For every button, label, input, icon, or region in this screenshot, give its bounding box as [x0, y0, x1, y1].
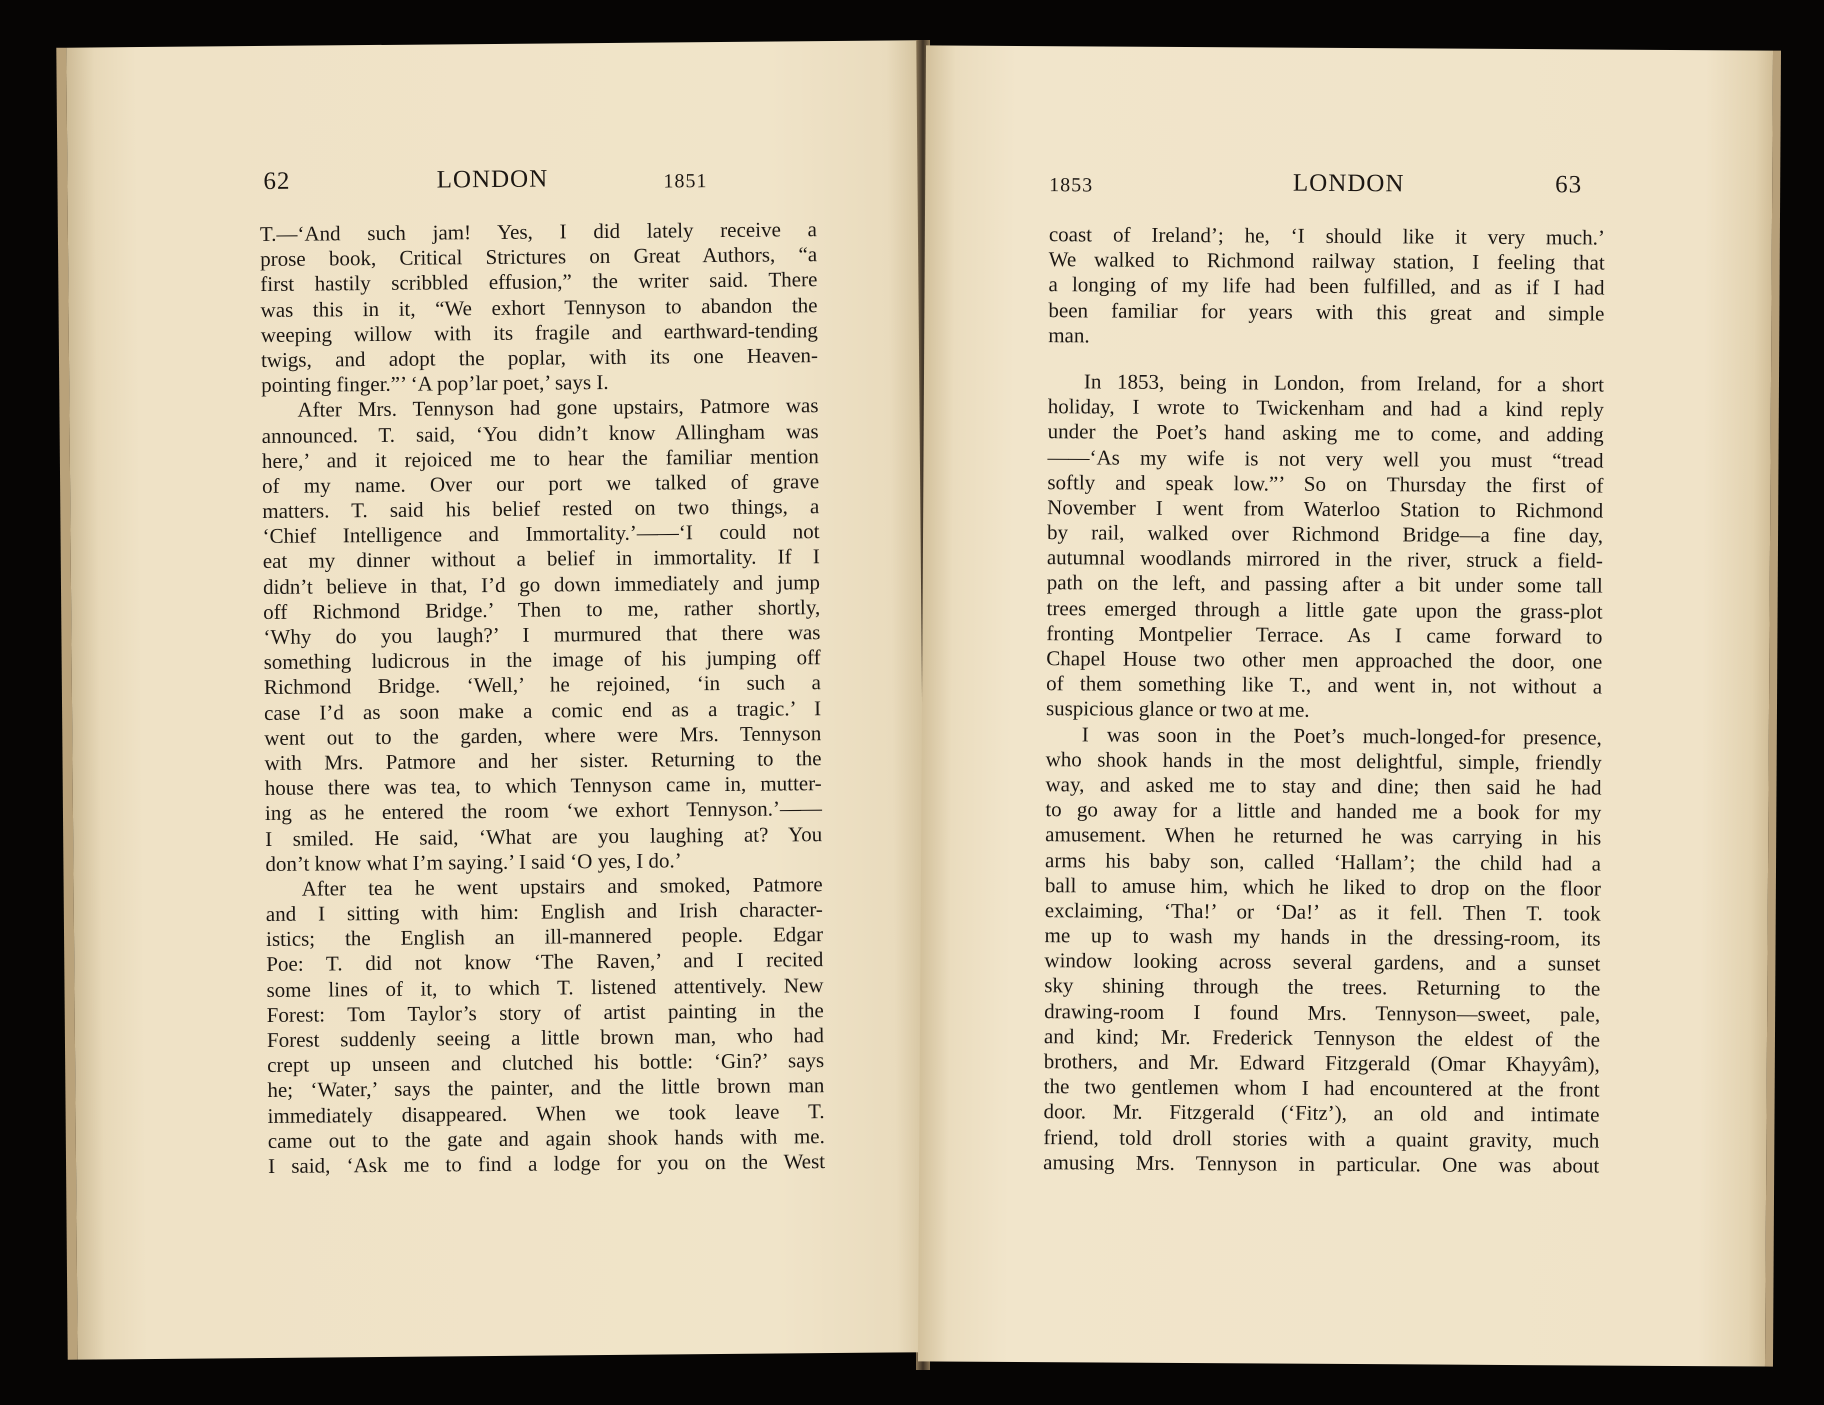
text-line: and kind; Mr. Frederick Tennyson the eldest of the [1043, 1023, 1601, 1052]
text-line: window looking across several gardens, and a sunset [1044, 948, 1601, 976]
text-line: ing as he entered the room ‘we exhort Tennyson.’—— [264, 796, 823, 826]
text-line: Forest suddenly seeing a little brown man, who had [266, 1023, 825, 1052]
text-line: was this in it, “We exhort Tennyson to abandon the [260, 292, 818, 322]
text-line: don’t know what I’m saying.’ I said ‘O yes, I do.’ [265, 848, 682, 876]
text-line: autumnal woodlands mirrored in the river, struck a field- [1046, 545, 1603, 573]
text-line: twigs, and adopt the poplar, with its one Heaven- [260, 343, 819, 372]
text-line: who shook hands in the most delightful, simple, friendly [1045, 746, 1602, 775]
text-line: sky shining through the trees. Returning to the [1044, 973, 1601, 1001]
text-line: I said, ‘Ask me to find a lodge for you on the West [267, 1149, 826, 1178]
text-line: me up to wash my hands in the dressing-room, its [1044, 923, 1601, 951]
text-line: he; ‘Water,’ says the painter, and the little brown man [267, 1073, 825, 1103]
text-line: I smiled. He said, ‘What are you laughing at? You [265, 821, 823, 851]
right-running-title: LONDON [1292, 169, 1405, 198]
text-line: holiday, I wrote to Twickenham and had a kind reply [1047, 394, 1604, 422]
text-line: exclaiming, ‘Tha!’ or ‘Da!’ as it fell. Then T. took [1044, 898, 1601, 926]
text-line: under the Poet’s hand asking me to come, and adding [1047, 419, 1604, 447]
text-line: ‘Why do you laugh?’ I murmured that there was [263, 620, 821, 649]
text-line: friend, told droll stories with a quaint gravity, much [1043, 1124, 1600, 1153]
left-running-head [67, 162, 917, 195]
text-line: Richmond Bridge. ‘Well,’ he rejoined, ‘in such a [263, 670, 821, 700]
right-running-head [925, 167, 1772, 199]
text-line: house there was tea, to which Tennyson came in, mutter- [264, 771, 822, 801]
text-line: door. Mr. Fitzgerald (‘Fitz’), an old and intimate [1043, 1099, 1600, 1127]
text-line: didn’t believe in that, I’d go down immediately and jump [262, 569, 821, 599]
text-line: I was soon in the Poet’s much-longed-for presence, [1081, 721, 1602, 750]
text-line: the two gentlemen whom I had encountered at the front [1043, 1074, 1600, 1102]
left-running-title: LONDON [436, 165, 549, 194]
text-line: been familiar for years with this great and simple [1048, 297, 1605, 326]
text-line: off Richmond Bridge.’ Then to me, rather shortly, [263, 594, 821, 624]
text-line: first hastily scribbled effusion,” the writer said. There [260, 267, 818, 297]
text-line: istics; the English an ill-mannered people. Edgar [265, 922, 824, 952]
text-line: case I’d as soon make a comic end as a tragic.’ I [263, 695, 822, 725]
text-line: ‘Chief Intelligence and Immortality.’——‘I could not [262, 519, 820, 549]
text-line: way, and asked me to stay and dine; then said he had [1045, 772, 1602, 800]
right-page-text [1043, 222, 1605, 1178]
text-line: pointing finger.”’ ‘A pop’lar poet,’ says I. [261, 370, 609, 398]
right-page [918, 45, 1781, 1366]
text-line: ——‘As my wife is not very well you must “tread [1047, 444, 1604, 473]
right-page-number: 63 [1555, 171, 1583, 199]
text-line: crept up unseen and clutched his bottle: ‘Gin?’ says [267, 1048, 825, 1078]
text-line: coast of Ireland’; he, ‘I should like it very much.’ [1048, 222, 1605, 250]
left-page-text [260, 217, 825, 1179]
text-line: In 1853, being in London, from Ireland, for a short [1083, 369, 1605, 397]
text-line: ball to amuse him, which he liked to drop on the floor [1044, 872, 1601, 901]
text-line: We walked to Richmond railway station, I feeling that [1048, 247, 1605, 275]
left-year: 1851 [663, 170, 708, 193]
text-line: matters. T. said his belief rested on two things, a [262, 494, 820, 524]
text-line: amusing Mrs. Tennyson in particular. One was about [1043, 1149, 1600, 1178]
text-line: arms his baby son, called ‘Hallam’; the child had a [1044, 847, 1602, 876]
right-year: 1853 [1049, 174, 1094, 197]
text-line: eat my dinner without a belief in immortality. If I [262, 544, 820, 574]
text-line: Chapel House two other men approached the door, one [1046, 646, 1603, 674]
text-line: suspicious glance or two at me. [1045, 696, 1310, 723]
text-line: brothers, and Mr. Edward Fitzgerald (Omar Khayyâm), [1043, 1049, 1600, 1077]
text-line: Poe: T. did not know ‘The Raven,’ and I recited [266, 947, 824, 977]
text-line: path on the left, and passing after a bit under some tall [1046, 570, 1603, 598]
text-line: prose book, Critical Strictures on Great Authors, “a [260, 242, 818, 272]
text-line: After tea he went upstairs and smoked, Patmore [301, 871, 823, 901]
text-line: with Mrs. Patmore and her sister. Returning to the [264, 746, 822, 775]
text-line: drawing-room I found Mrs. Tennyson—sweet, pale, [1044, 998, 1601, 1027]
text-line: fronting Montpelier Terrace. As I came forward to [1046, 620, 1603, 649]
text-line: a longing of my life had been fulfilled, and as if I had [1048, 272, 1605, 300]
text-line: of them something like T., and went in, not without a [1046, 671, 1603, 699]
text-line: Forest: Tom Taylor’s story of artist painting in the [266, 997, 824, 1027]
text-line: weeping willow with its fragile and earthward-tending [260, 317, 818, 347]
text-line: immediately disappeared. When we took leave T. [267, 1098, 825, 1128]
text-line: announced. T. said, ‘You didn’t know Allingham was [261, 418, 819, 448]
text-line: and I sitting with him: English and Irish character- [265, 897, 823, 927]
text-line: to go away for a little and handed me a book for my [1045, 797, 1602, 825]
text-line: softly and speak low.”’ So on Thursday the first of [1047, 469, 1604, 498]
text-line: went out to the garden, where were Mrs. Tennyson [264, 720, 822, 750]
text-line: of my name. Over our port we talked of grave [262, 469, 820, 498]
text-line: After Mrs. Tennyson had gone upstairs, Patmore was [297, 393, 819, 422]
left-page [56, 40, 927, 1359]
text-line: T.—‘And such jam! Yes, I did lately receive a [259, 217, 818, 247]
text-line: here,’ and it rejoiced me to hear the familiar mention [261, 443, 819, 473]
text-line: amusement. When he returned he was carrying in his [1045, 822, 1602, 850]
text-line: something ludicrous in the image of his jumping off [263, 645, 821, 675]
text-line: November I went from Waterloo Station to Richmond [1047, 495, 1604, 523]
text-line: some lines of it, to which T. listened attentively. New [266, 972, 824, 1002]
text-line: came out to the gate and again shook hands with me. [267, 1123, 825, 1153]
text-line: by rail, walked over Richmond Bridge—a fine day, [1046, 520, 1604, 548]
text-line: trees emerged through a little gate upon the grass-plot [1046, 595, 1603, 624]
text-line: man. [1048, 322, 1090, 348]
left-page-number: 62 [263, 167, 291, 195]
